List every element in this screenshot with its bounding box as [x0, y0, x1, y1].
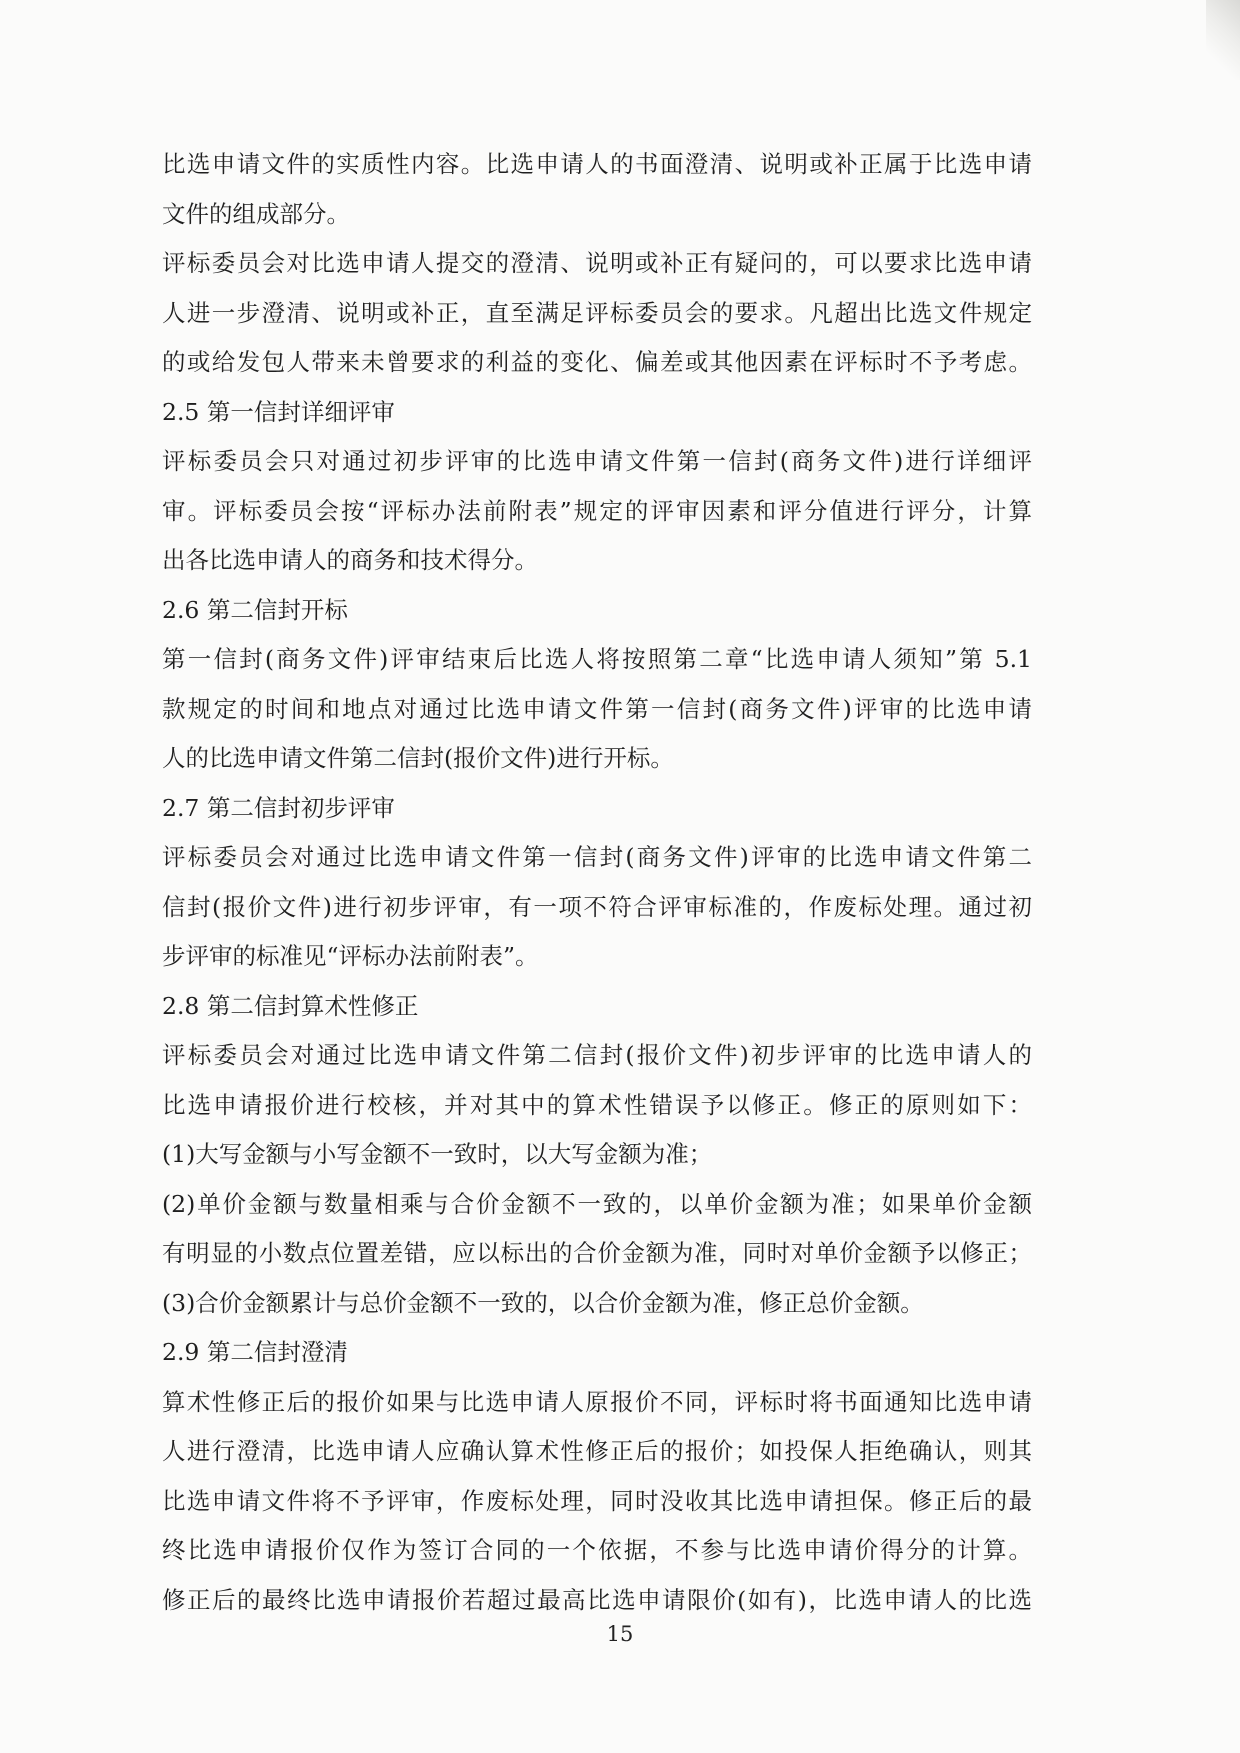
- page-body: [162, 140, 1032, 1625]
- section-heading: 2.5 第一信封详细评审: [162, 397, 395, 426]
- section-heading: 2.9 第二信封澄清: [162, 1338, 348, 1366]
- body-line: 终比选申请报价仅作为签订合同的一个依据，不参与比选申请价得分的计算。: [162, 1536, 1032, 1564]
- body-line: 评标委员会对通过比选申请文件第一信封(商务文件)评审的比选申请文件第二: [162, 843, 1032, 871]
- body-line: 算术性修正后的报价如果与比选申请人原报价不同，评标时将书面通知比选申请: [162, 1387, 1032, 1416]
- body-line: 款规定的时间和地点对通过比选申请文件第一信封(商务文件)评审的比选申请: [162, 694, 1032, 723]
- body-line: 评标委员会对通过比选申请文件第二信封(报价文件)初步评审的比选申请人的: [162, 1041, 1032, 1069]
- body-line: (1)大写金额与小写金额不一致时，以大写金额为准；: [162, 1140, 713, 1168]
- body-line: (2)单价金额与数量相乘与合价金额不一致的，以单价金额为准；如果单价金额: [162, 1189, 1032, 1218]
- body-line: 评标委员会对比选申请人提交的澄清、说明或补正有疑问的，可以要求比选申请: [162, 249, 1032, 277]
- body-line: 步评审的标准见“评标办法前附表”。: [162, 942, 539, 970]
- body-line: 修正后的最终比选申请报价若超过最高比选申请限价(如有)，比选申请人的比选: [162, 1585, 1032, 1614]
- body-line: 审。评标委员会按“评标办法前附表”规定的评审因素和评分值进行评分，计算: [162, 496, 1032, 525]
- page-number: 15: [606, 1622, 634, 1646]
- body-line: 比选申请文件将不予评审，作废标处理，同时没收其比选申请担保。修正后的最: [162, 1486, 1032, 1515]
- section-heading: 2.6 第二信封开标: [162, 595, 348, 624]
- body-line: 文件的组成部分。: [162, 199, 350, 228]
- body-line: 人的比选申请文件第二信封(报价文件)进行开标。: [162, 744, 674, 772]
- scan-corner-shadow: [1206, 0, 1240, 80]
- body-line: 比选申请文件的实质性内容。比选申请人的书面澄清、说明或补正属于比选申请: [162, 150, 1032, 178]
- body-line: 第一信封(商务文件)评审结束后比选人将按照第二章“比选申请人须知”第 5.1: [162, 645, 1032, 673]
- body-line: 评标委员会只对通过初步评审的比选申请文件第一信封(商务文件)进行详细评: [162, 447, 1032, 475]
- body-line: 人进行澄清，比选申请人应确认算术性修正后的报价；如投保人拒绝确认，则其: [162, 1437, 1032, 1465]
- section-heading: 2.8 第二信封算术性修正: [162, 991, 419, 1020]
- body-line: (3)合价金额累计与总价金额不一致的，以合价金额为准，修正总价金额。: [162, 1288, 924, 1317]
- body-line: 的或给发包人带来未曾要求的利益的变化、偏差或其他因素在评标时不予考虑。: [162, 348, 1032, 376]
- body-line: 信封(报价文件)进行初步评审，有一项不符合评审标准的，作废标处理。通过初: [162, 892, 1032, 921]
- body-line: 比选申请报价进行校核，并对其中的算术性错误予以修正。修正的原则如下：: [162, 1090, 1032, 1119]
- body-line: 有明显的小数点位置差错，应以标出的合价金额为准，同时对单价金额予以修正；: [162, 1239, 1032, 1267]
- body-line: 出各比选申请人的商务和技术得分。: [162, 546, 538, 574]
- body-line: 人进一步澄清、说明或补正，直至满足评标委员会的要求。凡超出比选文件规定: [162, 298, 1032, 327]
- section-heading: 2.7 第二信封初步评审: [162, 793, 395, 822]
